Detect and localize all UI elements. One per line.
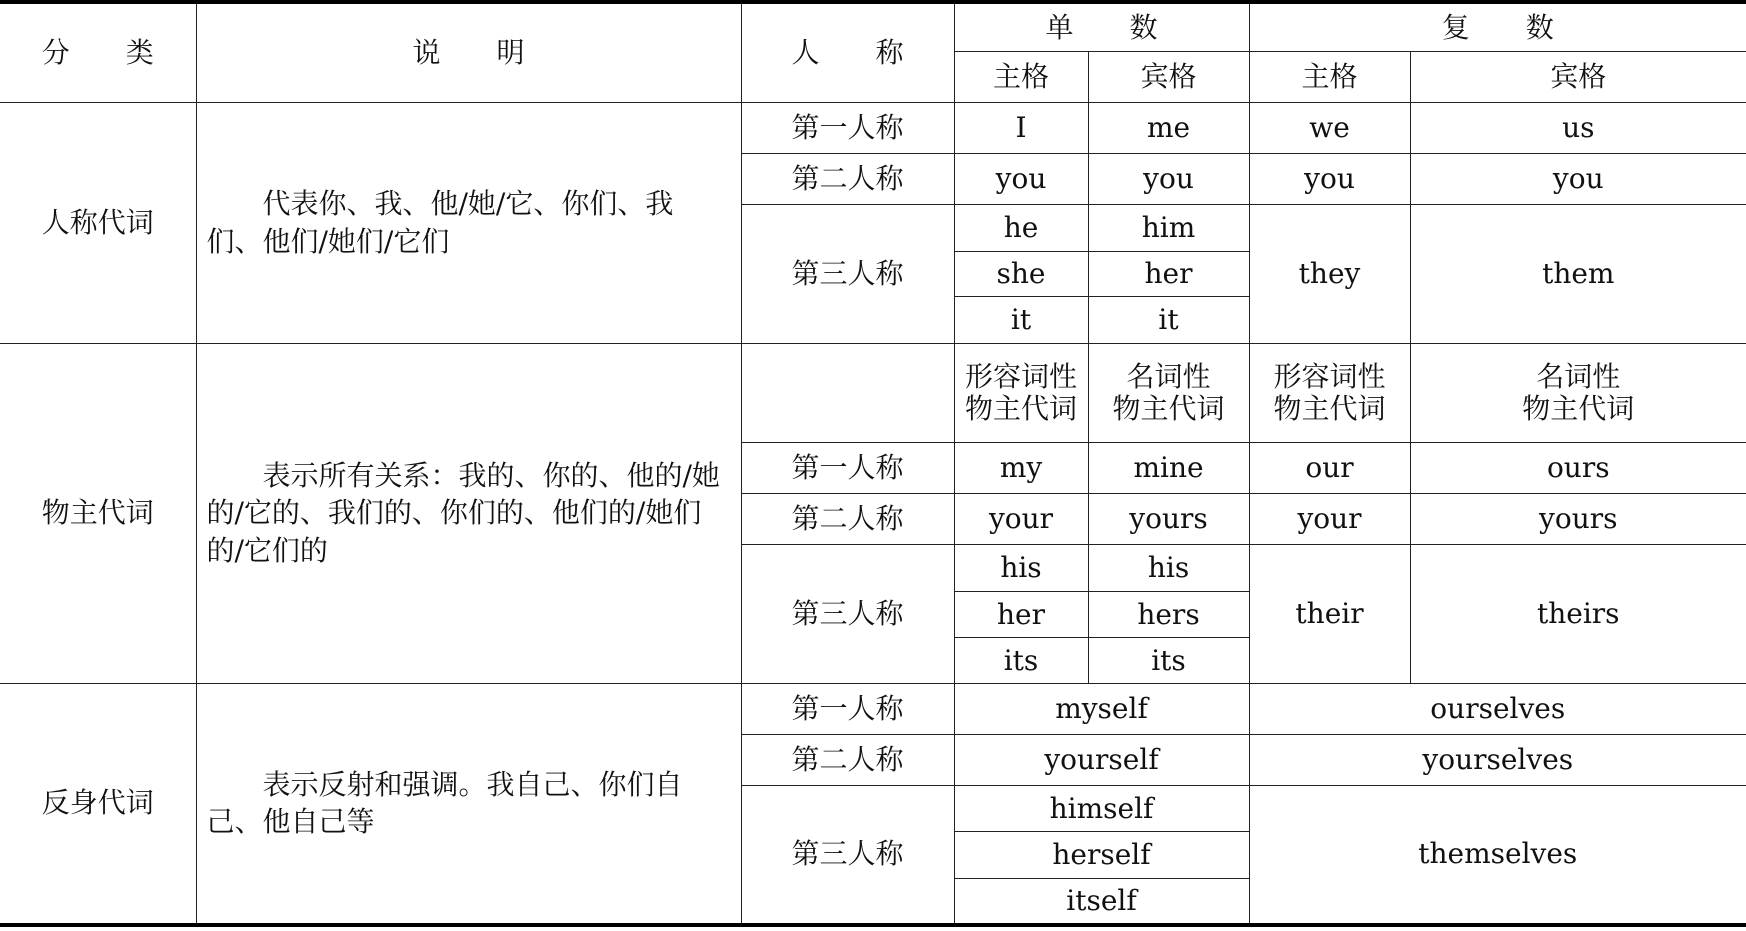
subheader-adjective-possessive: 形容词性 物主代词 [954,343,1088,443]
cell: themselves [1249,785,1746,925]
cell: its [954,638,1088,683]
header-singular-objective: 宾格 [1088,52,1249,103]
cell: yourself [954,734,1249,785]
person-first: 第一人称 [741,443,954,494]
person-second: 第二人称 [741,734,954,785]
cell: ourselves [1249,683,1746,734]
cell: he [954,205,1088,252]
header-row [0,2,1746,52]
header-plural-subjective: 主格 [1249,52,1410,103]
description-personal: 代表你、我、他/她/它、你们、我们、他们/她们/它们 [196,103,741,343]
table-row [0,103,1746,154]
subheader-noun-possessive: 名词性 物主代词 [1088,343,1249,443]
cell: mine [1088,443,1249,494]
header-category: 分 类 [0,2,196,103]
header-singular: 单 数 [954,2,1249,52]
description-reflexive: 表示反射和强调。我自己、你们自己、他自己等 [196,683,741,925]
table-row [0,343,1746,443]
cell: your [954,494,1088,545]
person-second: 第二人称 [741,154,954,205]
description-possessive: 表示所有关系：我的、你的、他的/她的/它的、我们的、你们的、他们的/她们的/它们的 [196,343,741,683]
cell: ours [1410,443,1746,494]
cell: us [1410,103,1746,154]
category-reflexive: 反身代词 [0,683,196,925]
cell: she [954,251,1088,296]
person-second: 第二人称 [741,494,954,545]
header-plural-objective: 宾格 [1410,52,1746,103]
cell: his [954,545,1088,592]
cell: yourselves [1249,734,1746,785]
table-row [0,683,1746,734]
cell: them [1410,205,1746,343]
cell: himself [954,785,1249,832]
cell: our [1249,443,1410,494]
cell: my [954,443,1088,494]
cell: their [1249,545,1410,683]
person-third: 第三人称 [741,205,954,343]
person-empty [741,343,954,443]
header-plural: 复 数 [1249,2,1746,52]
cell: yours [1088,494,1249,545]
cell: it [1088,297,1249,344]
header-description: 说 明 [196,2,741,103]
person-first: 第一人称 [741,103,954,154]
category-personal: 人称代词 [0,103,196,343]
cell: him [1088,205,1249,252]
cell: you [1249,154,1410,205]
header-singular-subjective: 主格 [954,52,1088,103]
cell: hers [1088,591,1249,638]
header-person: 人 称 [741,2,954,103]
cell: his [1088,545,1249,592]
cell: it [954,297,1088,344]
cell: I [954,103,1088,154]
cell: they [1249,205,1410,343]
cell: you [1088,154,1249,205]
cell: your [1249,494,1410,545]
cell: me [1088,103,1249,154]
person-third: 第三人称 [741,545,954,683]
subheader-adjective-possessive: 形容词性 物主代词 [1249,343,1410,443]
cell: yours [1410,494,1746,545]
person-third: 第三人称 [741,785,954,925]
cell: its [1088,638,1249,683]
cell: we [1249,103,1410,154]
cell: you [1410,154,1746,205]
cell: you [954,154,1088,205]
cell: herself [954,832,1249,879]
cell: myself [954,683,1249,734]
category-possessive: 物主代词 [0,343,196,683]
cell: itself [954,878,1249,925]
cell: her [954,591,1088,638]
subheader-noun-possessive: 名词性 物主代词 [1410,343,1746,443]
cell: theirs [1410,545,1746,683]
person-first: 第一人称 [741,683,954,734]
cell: her [1088,251,1249,296]
